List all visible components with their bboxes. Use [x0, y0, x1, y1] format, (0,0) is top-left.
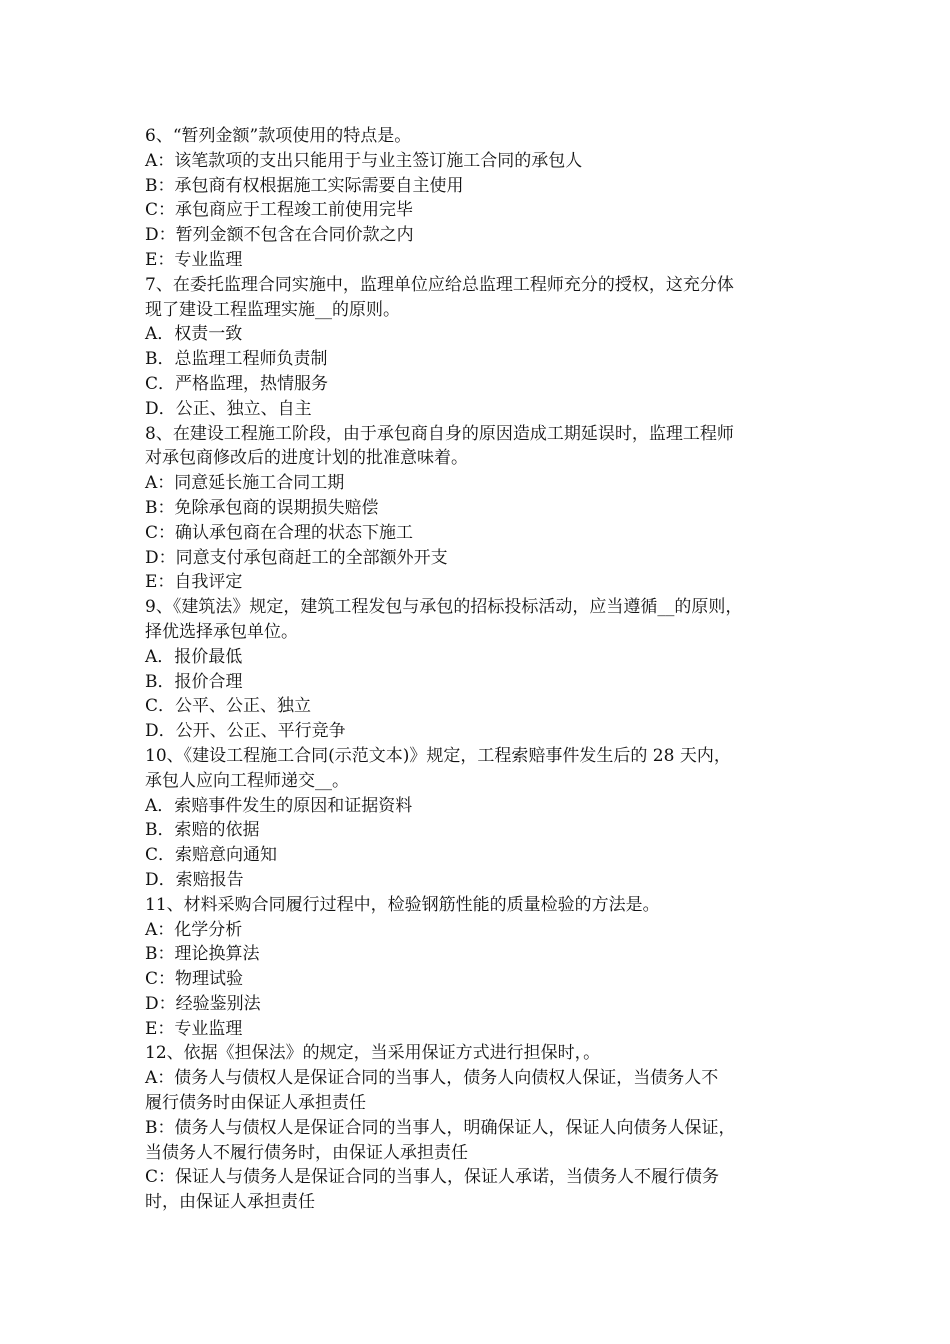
text-line: B：理论换算法 — [145, 944, 260, 965]
text-line: C：确认承包商在合理的状态下施工 — [145, 522, 414, 543]
text-line: 7、在委托监理合同实施中，监理单位应给总监理工程师充分的授权，这充分体 — [145, 274, 734, 295]
text-line: B：承包商有权根据施工实际需要自主使用 — [145, 175, 464, 196]
text-line: C．索赔意向通知 — [145, 845, 278, 866]
text-line: B：免除承包商的误期损失赔偿 — [145, 497, 379, 518]
text-line: D．索赔报告 — [145, 869, 244, 890]
text-line: 时，由保证人承担责任 — [145, 1192, 315, 1213]
text-line: A．权责一致 — [145, 324, 243, 345]
text-line: 11、材料采购合同履行过程中，检验钢筋性能的质量检验的方法是。 — [145, 894, 660, 915]
text-line: D：同意支付承包商赶工的全部额外开支 — [145, 547, 448, 568]
text-line: A：债务人与债权人是保证合同的当事人，债务人向债权人保证，当债务人不 — [145, 1068, 719, 1089]
text-line: C．严格监理，热情服务 — [145, 373, 329, 394]
text-line: C：承包商应于工程竣工前使用完毕 — [145, 200, 414, 221]
text-line: 当债务人不履行债务时，由保证人承担责任 — [145, 1142, 468, 1163]
text-line: B．索赔的依据 — [145, 820, 260, 841]
text-line: D．公开、公正、平行竞争 — [145, 721, 346, 742]
text-line: 履行债务时由保证人承担责任 — [145, 1093, 366, 1114]
text-line: A：该笔款项的支出只能用于与业主签订施工合同的承包人 — [145, 150, 583, 171]
text-line: 对承包商修改后的进度计划的批准意味着。 — [145, 448, 468, 469]
text-line: A：化学分析 — [145, 919, 243, 940]
text-line: C．公平、公正、独立 — [145, 696, 312, 717]
text-line: B：债务人与债权人是保证合同的当事人，明确保证人，保证人向债务人保证， — [145, 1117, 736, 1138]
text-line: E：自我评定 — [145, 572, 243, 593]
text-line: D：暂列金额不包含在合同价款之内 — [145, 225, 414, 246]
text-line: 现了建设工程监理实施__的原则。 — [145, 299, 400, 320]
text-line: 12、依据《担保法》的规定，当采用保证方式进行担保时，。 — [145, 1043, 601, 1064]
text-line: A．报价最低 — [145, 646, 243, 667]
text-line: 承包人应向工程师递交__。 — [145, 770, 349, 791]
text-line: A：同意延长施工合同工期 — [145, 473, 345, 494]
text-line: 择优选择承包单位。 — [145, 621, 298, 642]
text-line: A．索赔事件发生的原因和证据资料 — [145, 795, 413, 816]
text-line: 8、在建设工程施工阶段，由于承包商自身的原因造成工期延误时，监理工程师 — [145, 423, 734, 444]
text-line: D．公正、独立、自主 — [145, 398, 312, 419]
text-line: E：专业监理 — [145, 1018, 243, 1039]
text-line: 6、“暂列金额”款项使用的特点是。 — [145, 126, 412, 146]
text-line: C：物理试验 — [145, 969, 244, 990]
text-line: D：经验鉴别法 — [145, 993, 261, 1014]
document-body — [145, 124, 825, 1215]
text-line: B．报价合理 — [145, 671, 243, 692]
text-line: 9、《建筑法》规定，建筑工程发包与承包的招标投标活动，应当遵循__的原则， — [145, 597, 743, 618]
text-line: E：专业监理 — [145, 249, 243, 270]
text-line: B．总监理工程师负责制 — [145, 349, 328, 370]
text-line: 10、《建设工程施工合同(示范文本)》规定，工程索赔事件发生后的 28 天内， — [145, 745, 731, 766]
text-line: C：保证人与债务人是保证合同的当事人，保证人承诺，当债务人不履行债务 — [145, 1167, 720, 1188]
